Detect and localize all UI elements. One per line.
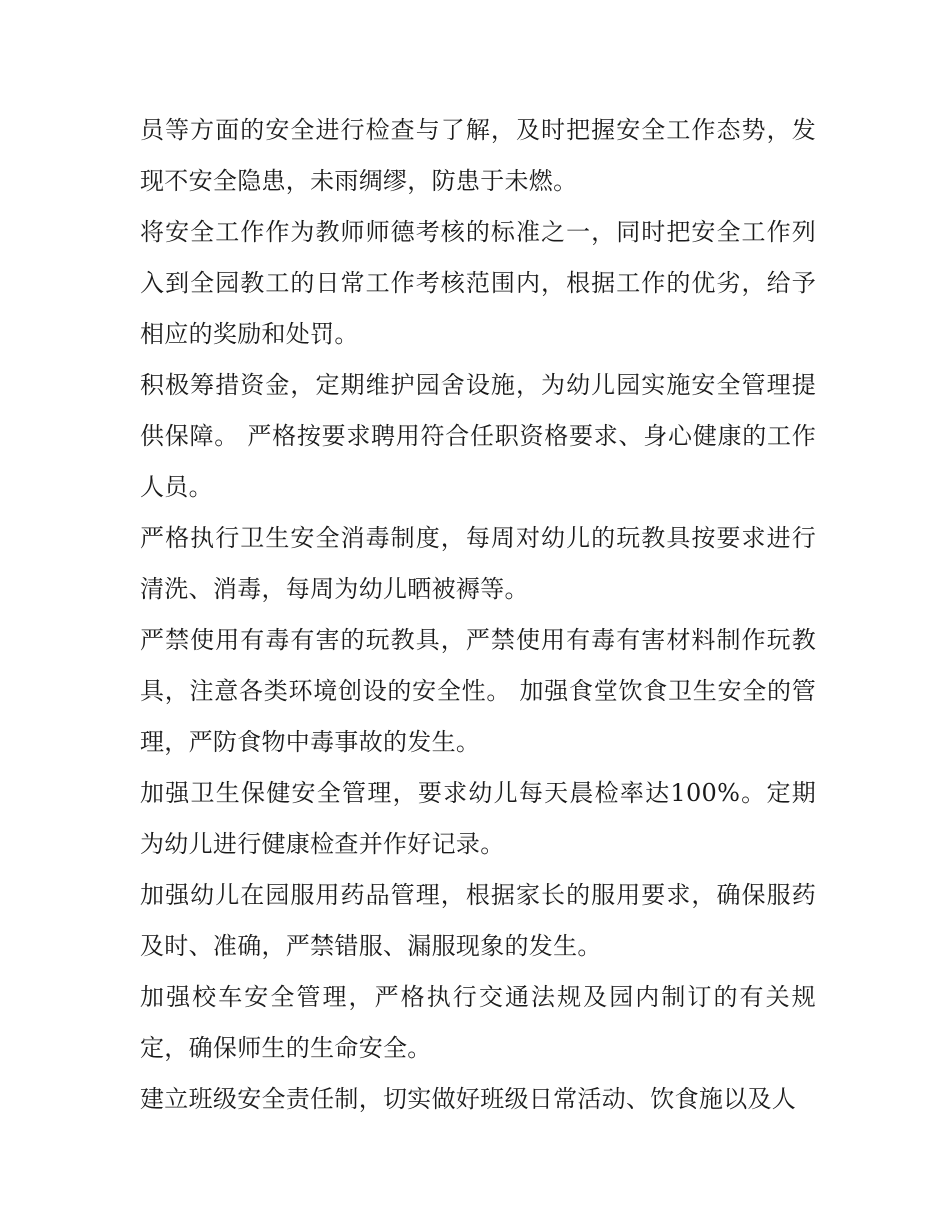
paragraph-4: 严格执行卫生安全消毒制度，每周对幼儿的玩教具按要求进行清洗、消毒，每周为幼儿晒被褥等。 [140,524,816,603]
paragraph-9: 建立班级安全责任制，切实做好班级日常活动、饮食施以及人 [140,1085,797,1113]
paragraph-7: 加强幼儿在园服用药品管理，根据家长的服用要求，确保服药及时、准确，严禁错服、漏服现象的发生。 [140,881,816,960]
paragraph-8: 加强校车安全管理，严格执行交通法规及园内制订的有关规定，确保师生的生命安全。 [140,983,816,1062]
paragraph-6: 加强卫生保健安全管理，要求幼儿每天晨检率达100%。定期为幼儿进行健康检查并作好记录。 [140,779,816,858]
paragraph-2: 将安全工作作为教师师德考核的标准之一，同时把安全工作列入到全园教工的日常工作考核范围内，根据工作的优劣，给予相应的奖励和处罚。 [140,218,816,348]
paragraph-1: 员等方面的安全进行检查与了解，及时把握安全工作态势，发现不安全隐患，未雨绸缪，防患于未燃。 [140,116,816,195]
document-body [140,105,816,1125]
paragraph-5: 严禁使用有毒有害的玩教具，严禁使用有毒有害材料制作玩教具，注意各类环境创设的安全性。 加强食堂饮食卫生安全的管理，严防食物中毒事故的发生。 [140,626,816,756]
paragraph-3: 积极筹措资金，定期维护园舍设施，为幼儿园实施安全管理提供保障。 严格按要求聘用符合任职资格要求、身心健康的工作人员。 [140,371,816,501]
